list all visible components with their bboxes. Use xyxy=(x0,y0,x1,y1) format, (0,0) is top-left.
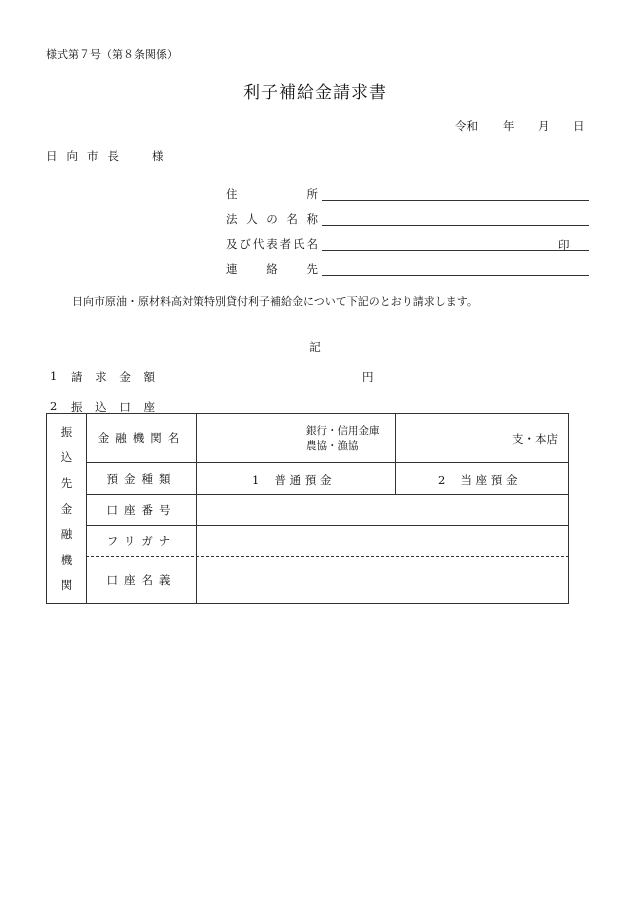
date-year-unit: 年 xyxy=(503,119,515,133)
date-day-unit: 日 xyxy=(573,119,585,133)
address-field[interactable] xyxy=(322,200,589,201)
label-char: 振 xyxy=(71,400,83,414)
ordinary-deposit-option[interactable]: 1 普 通 預 金 xyxy=(252,473,332,487)
addressee-name: 日向市長 xyxy=(46,149,128,163)
side-header-char: 融 xyxy=(60,527,73,542)
label-char: 者 xyxy=(279,237,292,251)
institution-name-text: 金融機関名 xyxy=(97,431,186,445)
label-char: 額 xyxy=(143,370,155,384)
label-char: 及 xyxy=(226,237,238,251)
side-header-char: 機 xyxy=(60,552,73,567)
table-divider xyxy=(395,413,396,494)
label-char: 請 xyxy=(71,370,83,384)
label-char: び xyxy=(239,237,251,251)
contact-field[interactable] xyxy=(322,275,589,276)
label-char: 人 xyxy=(246,212,258,226)
item2-number: 2 xyxy=(50,399,58,413)
label-char: 座 xyxy=(143,400,155,414)
label-char: 名 xyxy=(306,237,318,251)
address-label xyxy=(226,186,318,202)
label-char: の xyxy=(266,212,278,226)
institution-name-label xyxy=(87,414,196,462)
representative-name-label xyxy=(226,236,318,252)
corporation-name-field[interactable] xyxy=(322,225,589,226)
ki-heading: 記 xyxy=(309,340,321,354)
institution-kinds xyxy=(306,424,380,454)
side-header-char: 関 xyxy=(60,578,73,593)
item1-label xyxy=(71,369,155,385)
label-char: 表 xyxy=(266,237,278,251)
seal-mark: 印 xyxy=(558,238,570,252)
amount-unit: 円 xyxy=(362,370,374,384)
label-char: 住 xyxy=(226,187,238,201)
representative-name-field[interactable] xyxy=(322,250,589,251)
account-number-label xyxy=(87,495,196,525)
label-char: 法 xyxy=(226,212,238,226)
side-header-char: 金 xyxy=(60,501,73,516)
date-era: 令和 xyxy=(455,119,478,133)
deposit-type-label xyxy=(87,463,196,494)
label-char: 金 xyxy=(119,370,131,384)
date-month-unit: 月 xyxy=(538,119,550,133)
label-char: 所 xyxy=(306,187,318,201)
label-char: 求 xyxy=(95,370,107,384)
table-divider xyxy=(196,413,197,604)
label-char: 称 xyxy=(306,212,318,226)
furigana-text: フリガナ xyxy=(106,534,177,548)
label-char: 絡 xyxy=(266,262,278,276)
institution-kinds-line1: 銀行・信用金庫 xyxy=(306,425,380,437)
account-holder-text: 口座名義 xyxy=(106,573,177,587)
document-title: 利子補給金請求書 xyxy=(243,83,387,103)
contact-label xyxy=(226,261,318,277)
addressee-honorific: 様 xyxy=(152,149,164,163)
side-header-char: 振 xyxy=(60,424,73,439)
furigana-label xyxy=(87,526,196,556)
transfer-destination-header xyxy=(47,414,86,603)
form-number: 様式第７号（第８条関係） xyxy=(46,48,178,61)
request-statement: 日向市原油・原材料高対策特別貸付利子補給金について下記のとおり請求します。 xyxy=(72,295,478,308)
label-char: 連 xyxy=(226,262,238,276)
item1-number: 1 xyxy=(50,369,58,383)
label-char: 先 xyxy=(306,262,318,276)
side-header-char: 込 xyxy=(60,450,73,465)
account-holder-label xyxy=(87,557,196,603)
institution-kinds-line2: 農協・漁協 xyxy=(306,440,359,452)
side-header-char: 先 xyxy=(60,475,73,490)
corporation-name-label xyxy=(226,211,318,227)
deposit-type-text: 預金種類 xyxy=(106,471,177,486)
current-deposit-option[interactable]: 2 当 座 預 金 xyxy=(438,473,518,487)
branch-kinds: 支・本店 xyxy=(512,432,558,446)
label-char: 込 xyxy=(95,400,107,414)
account-number-text: 口座番号 xyxy=(106,503,177,517)
label-char: 氏 xyxy=(293,237,305,251)
label-char: 名 xyxy=(286,212,298,226)
label-char: 口 xyxy=(119,400,131,414)
label-char: 代 xyxy=(252,237,265,251)
